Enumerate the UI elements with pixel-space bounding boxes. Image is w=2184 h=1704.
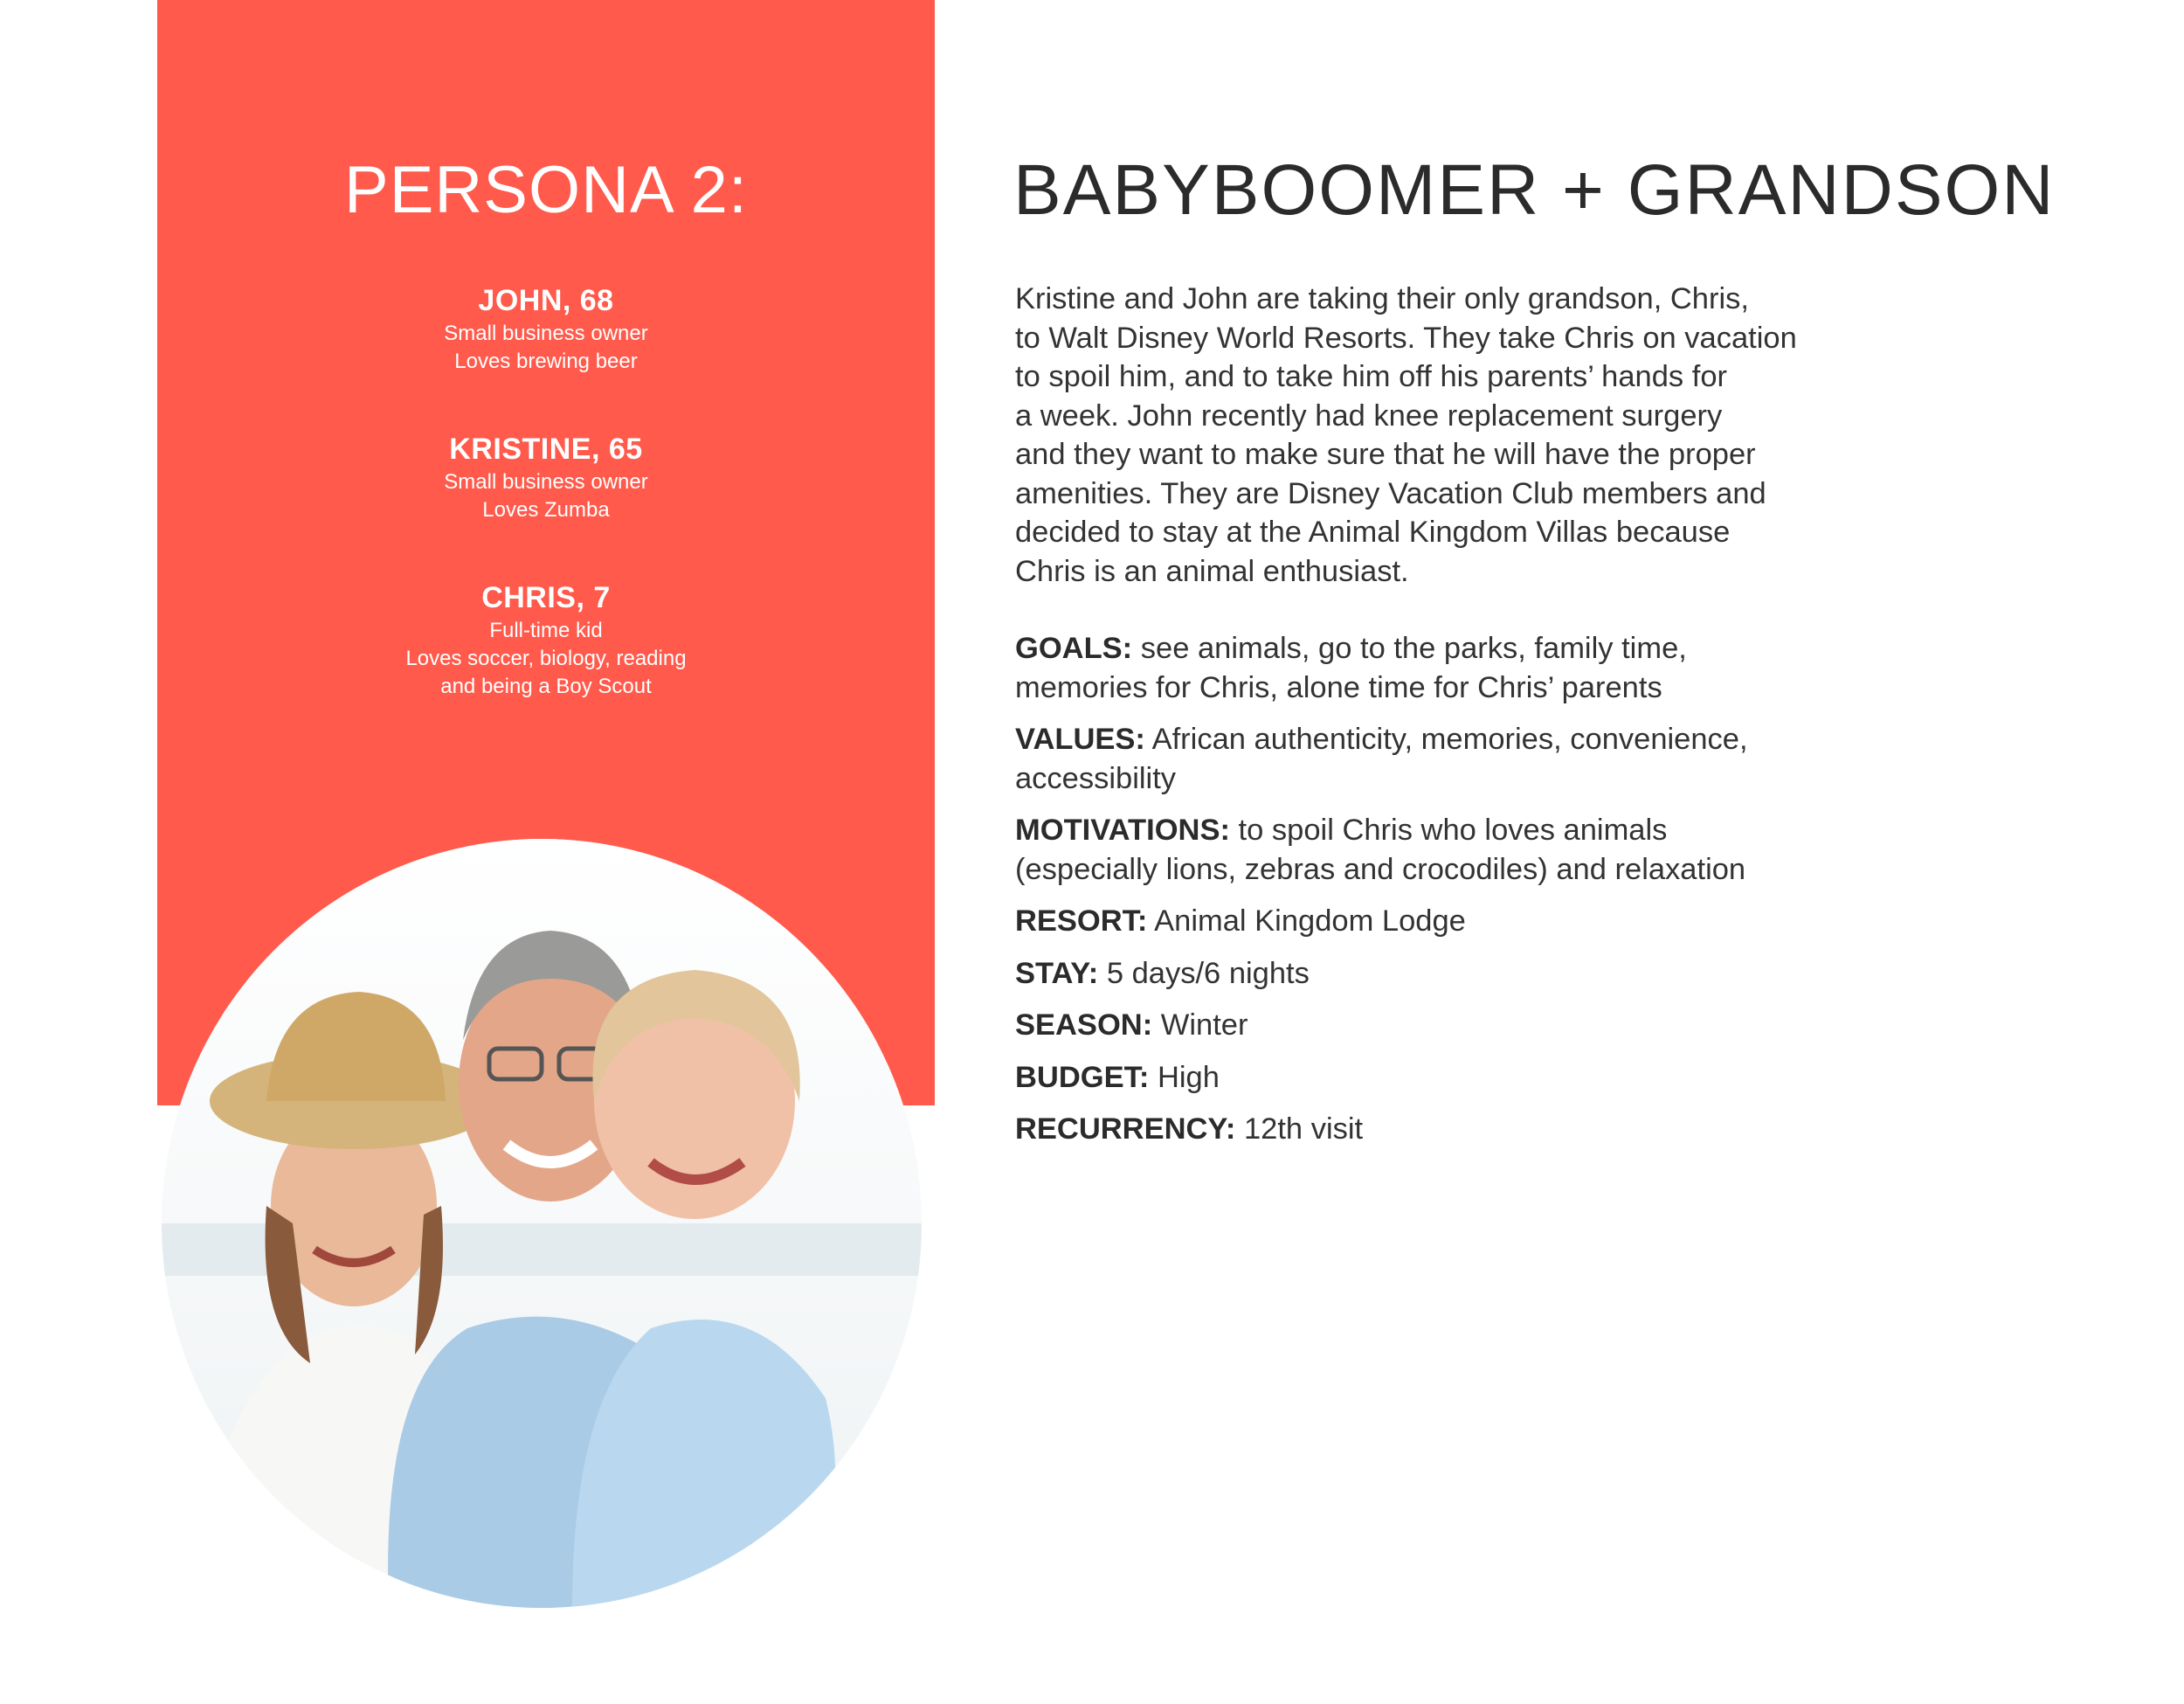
attr-value: 5 days/6 nights: [1106, 956, 1310, 990]
bio-line: Kristine and John are taking their only grandson, Chris,: [1015, 282, 1749, 315]
member-detail: Loves brewing beer: [454, 350, 638, 373]
member-kristine: [157, 430, 935, 524]
attr-label: MOTIVATIONS:: [1015, 814, 1230, 847]
attr-resort: [1015, 902, 1819, 941]
attr-label: VALUES:: [1015, 723, 1145, 756]
attr-value: Winter: [1160, 1008, 1248, 1042]
attr-label: BUDGET:: [1015, 1060, 1150, 1094]
attr-value: High: [1157, 1060, 1220, 1094]
attr-value: see animals, go to the parks, family time,: [1140, 632, 1687, 665]
attr-season: [1015, 1006, 1819, 1045]
attr-value: African authenticity, memories, convenience,: [1151, 723, 1748, 756]
member-name: CHRIS, 7: [481, 581, 611, 614]
attr-label: STAY:: [1015, 956, 1099, 990]
member-chris: [157, 578, 935, 701]
member-detail: and being a Boy Scout: [440, 675, 652, 698]
attr-label: GOALS:: [1015, 632, 1133, 665]
bio-line: amenities. They are Disney Vacation Club members and: [1015, 476, 1766, 510]
member-detail: Small business owner: [444, 322, 648, 345]
attr-budget: [1015, 1058, 1819, 1098]
persona-bio: [1015, 280, 1819, 591]
member-john: [157, 281, 935, 376]
bio-line: to spoil him, and to take him off his parents’ hands for: [1015, 360, 1728, 393]
bio-line: decided to stay at the Animal Kingdom Villas because: [1015, 516, 1731, 549]
member-name: JOHN, 68: [478, 284, 614, 317]
bio-line: and they want to make sure that he will have the proper: [1015, 438, 1756, 471]
attr-value: Animal Kingdom Lodge: [1154, 904, 1466, 938]
attr-motivations: [1015, 811, 1819, 889]
attr-label: SEASON:: [1015, 1008, 1153, 1042]
attr-value: accessibility: [1015, 761, 1177, 795]
member-name: KRISTINE, 65: [449, 433, 643, 466]
attr-values: [1015, 720, 1819, 798]
family-photo: [162, 839, 922, 1608]
attr-label: RECURRENCY:: [1015, 1112, 1236, 1146]
persona-heading: PERSONA 2:: [344, 153, 748, 227]
member-detail: Small business owner: [444, 470, 648, 494]
page-title: BABYBOOMER + GRANDSON: [1013, 150, 2056, 230]
attr-value: (especially lions, zebras and crocodiles) and relaxation: [1015, 852, 1746, 886]
bio-line: to Walt Disney World Resorts. They take Chris on vacation: [1015, 321, 1797, 355]
attr-value: to spoil Chris who loves animals: [1238, 814, 1668, 847]
member-detail: Loves soccer, biology, reading: [405, 647, 687, 670]
attr-label: RESORT:: [1015, 904, 1148, 938]
persona-attributes: [1015, 629, 1819, 1162]
bio-line: Chris is an animal enthusiast.: [1015, 554, 1409, 588]
attr-value: 12th visit: [1243, 1112, 1364, 1146]
bio-line: a week. John recently had knee replacement surgery: [1015, 398, 1723, 433]
attr-recurrency: [1015, 1110, 1819, 1149]
attr-goals: [1015, 629, 1819, 707]
member-detail: Loves Zumba: [482, 498, 610, 522]
member-detail: Full-time kid: [489, 619, 603, 642]
attr-stay: [1015, 954, 1819, 994]
attr-value: memories for Chris, alone time for Chris’ parents: [1015, 670, 1662, 704]
family-photo-illustration: [162, 839, 922, 1608]
